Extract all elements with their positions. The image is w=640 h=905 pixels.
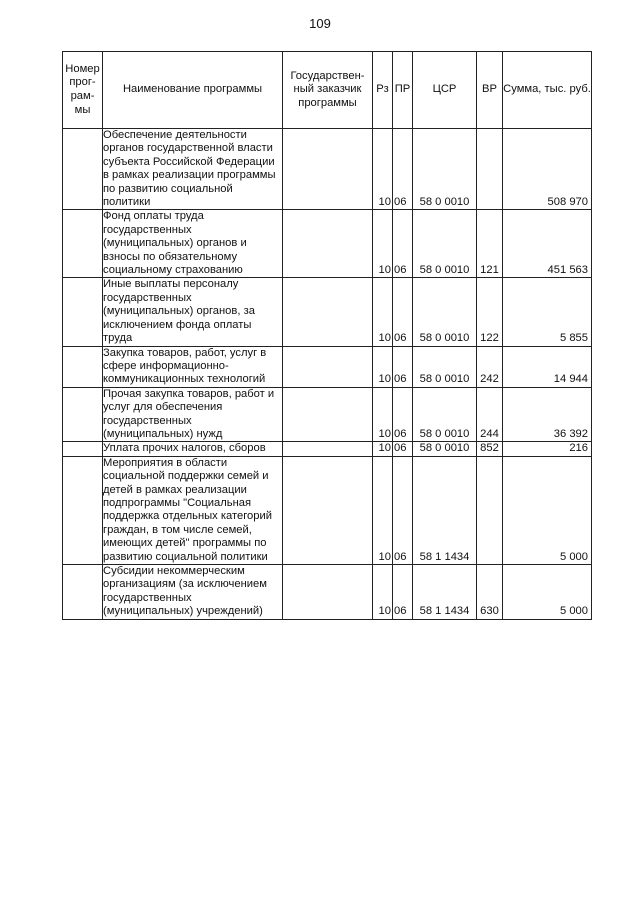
cell-customer (283, 346, 373, 387)
cell-num (63, 210, 103, 278)
cell-rz: 10 (373, 456, 393, 564)
cell-num (63, 565, 103, 620)
cell-csr: 58 0 0010 (413, 210, 477, 278)
cell-vr: 852 (477, 442, 503, 456)
table-row (63, 210, 592, 278)
cell-vr: 122 (477, 278, 503, 346)
cell-customer (283, 210, 373, 278)
cell-num (63, 387, 103, 442)
cell-sum: 36 392 (503, 387, 592, 442)
cell-sum: 14 944 (503, 346, 592, 387)
page-number: 109 (309, 16, 331, 31)
cell-rz: 10 (373, 387, 393, 442)
cell-num (63, 278, 103, 346)
cell-num (63, 346, 103, 387)
cell-customer (283, 387, 373, 442)
header-vr: ВР (477, 52, 503, 129)
cell-name: Фонд оплаты труда государственных (муниципальных) органов и взносы по обязательному социальному страхованию (103, 210, 283, 278)
table-row (63, 442, 592, 456)
cell-rz: 10 (373, 210, 393, 278)
cell-csr: 58 0 0010 (413, 387, 477, 442)
table-row (63, 565, 592, 620)
table-row (63, 456, 592, 564)
cell-sum: 5 855 (503, 278, 592, 346)
cell-sum: 5 000 (503, 565, 592, 620)
header-sum: Сумма, тыс. руб. (503, 52, 592, 129)
cell-rz: 10 (373, 442, 393, 456)
cell-vr (477, 129, 503, 210)
table-header-row (63, 52, 592, 129)
cell-csr: 58 0 0010 (413, 129, 477, 210)
table-row (63, 387, 592, 442)
cell-customer (283, 278, 373, 346)
cell-csr: 58 0 0010 (413, 278, 477, 346)
cell-csr: 58 1 1434 (413, 565, 477, 620)
cell-customer (283, 442, 373, 456)
cell-sum: 5 000 (503, 456, 592, 564)
cell-pr: 06 (393, 387, 413, 442)
cell-sum: 508 970 (503, 129, 592, 210)
cell-name: Уплата прочих налогов, сборов (103, 442, 283, 456)
cell-pr: 06 (393, 346, 413, 387)
cell-name: Обеспечение деятельности органов государственной власти субъекта Российской Федерации в рамках реализации программы по развитию социальной политики (103, 129, 283, 210)
header-csr: ЦСР (413, 52, 477, 129)
cell-name: Иные выплаты персоналу государственных (муниципальных) органов, за исключением фонда оплаты труда (103, 278, 283, 346)
table-row (63, 346, 592, 387)
cell-pr: 06 (393, 565, 413, 620)
cell-pr: 06 (393, 210, 413, 278)
cell-name: Прочая закупка товаров, работ и услуг для обеспечения государственных (муниципальных) нужд (103, 387, 283, 442)
cell-rz: 10 (373, 129, 393, 210)
cell-pr: 06 (393, 129, 413, 210)
cell-vr: 242 (477, 346, 503, 387)
cell-vr: 630 (477, 565, 503, 620)
table-row (63, 129, 592, 210)
header-name: Наименование программы (103, 52, 283, 129)
cell-customer (283, 565, 373, 620)
cell-pr: 06 (393, 442, 413, 456)
cell-customer (283, 456, 373, 564)
cell-rz: 10 (373, 346, 393, 387)
cell-rz: 10 (373, 278, 393, 346)
cell-sum: 216 (503, 442, 592, 456)
cell-vr: 121 (477, 210, 503, 278)
budget-table (62, 51, 592, 620)
cell-num (63, 456, 103, 564)
cell-num (63, 442, 103, 456)
cell-vr: 244 (477, 387, 503, 442)
header-customer: Государствен-ный заказчик программы (283, 52, 373, 129)
cell-csr: 58 1 1434 (413, 456, 477, 564)
cell-customer (283, 129, 373, 210)
table-row (63, 278, 592, 346)
header-rz: Рз (373, 52, 393, 129)
cell-pr: 06 (393, 456, 413, 564)
cell-name: Закупка товаров, работ, услуг в сфере информационно-коммуникационных технологий (103, 346, 283, 387)
cell-vr (477, 456, 503, 564)
cell-csr: 58 0 0010 (413, 346, 477, 387)
cell-csr: 58 0 0010 (413, 442, 477, 456)
cell-pr: 06 (393, 278, 413, 346)
cell-rz: 10 (373, 565, 393, 620)
cell-name: Субсидии некоммерческим организациям (за исключением государственных (муниципальных) учреждений) (103, 565, 283, 620)
header-num: Номер прог-рам-мы (63, 52, 103, 129)
cell-num (63, 129, 103, 210)
cell-name: Мероприятия в области социальной поддержки семей и детей в рамках реализации подпрограммы "Социальная поддержка отдельных категорий граждан, в том числе семей, имеющих детей" программы по развитию социальной политики (103, 456, 283, 564)
cell-sum: 451 563 (503, 210, 592, 278)
header-pr: ПР (393, 52, 413, 129)
